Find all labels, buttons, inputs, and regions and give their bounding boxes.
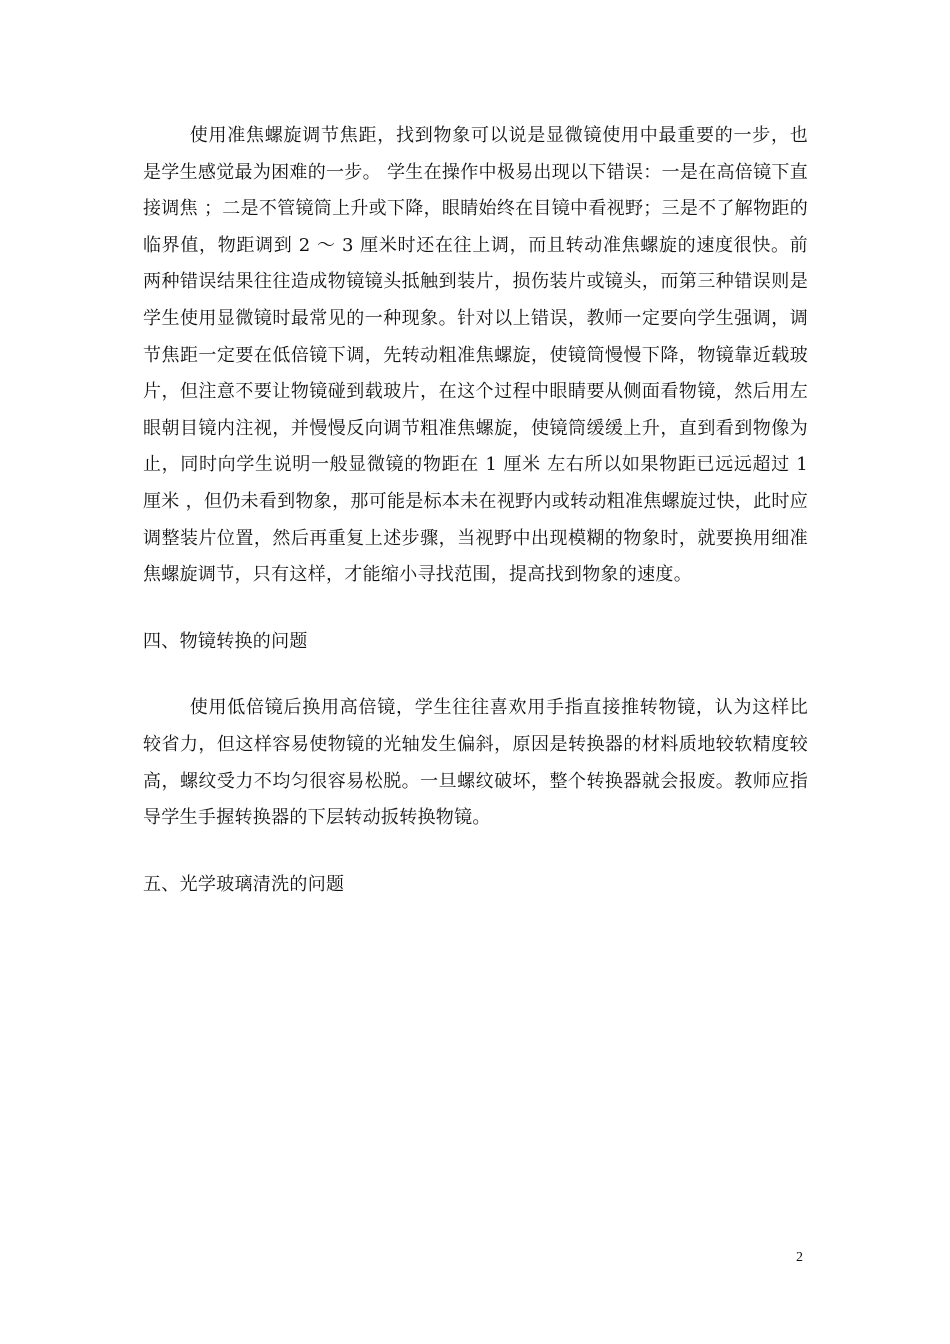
paragraph-focusing: 使用准焦螺旋调节焦距，找到物象可以说是显微镜使用中最重要的一步，也是学生感觉最为困难的一步。 学生在操作中极易出现以下错误：一是在高倍镜下直接调焦 ；二是不管镜筒上升或下降，眼睛始终在目镜中看视野；三是不了解物距的临界值，物距调到 2 ～ 3 厘米时还在往上调，而且转动准焦螺旋的速度很快。前两种错误结果往往造成物镜镜头抵触到装片，损伤装片或镜头，而第三种错误则是学生使用显微镜时最常见的一种现象。针对以上错误，教师一定要向学生强调，调节焦距一定要在低倍镜下调，先转动粗准焦螺旋，使镜筒慢慢下降，物镜靠近载玻片，但注意不要让物镜碰到载玻片，在这个过程中眼睛要从侧面看物镜，然后用左眼朝目镜内注视，并慢慢反向调节粗准焦螺旋，使镜筒缓缓上升，直到看到物像为止，同时向学生说明一般显微镜的物距在 1 厘米 左右所以如果物距已远远超过 1 厘米 ，但仍未看到物象，那可能是标本未在视野内或转动粗准焦螺旋过快，此时应调整装片位置，然后再重复上述步骤，当视野中出现模糊的物象时，就要换用细准焦螺旋调节，只有这样，才能缩小寻找范围，提高找到物象的速度。 (143, 125, 808, 586)
paragraph-objective-switch: 使用低倍镜后换用高倍镜，学生往往喜欢用手指直接推转物镜，认为这样比较省力，但这样容易使物镜的光轴发生偏斜，原因是转换器的材料质地较软精度较高，螺纹受力不均匀很容易松脱。一旦螺纹破坏，整个转换器就会报废。教师应指导学生手握转换器的下层转动扳转换物镜。 (143, 697, 808, 829)
section-heading-glass-cleaning: 五、光学玻璃清洗的问题 (143, 873, 345, 895)
section-heading-objective-switch: 四、物镜转换的问题 (143, 630, 308, 652)
page-content (143, 118, 808, 903)
page-number: 2 (796, 1250, 803, 1265)
